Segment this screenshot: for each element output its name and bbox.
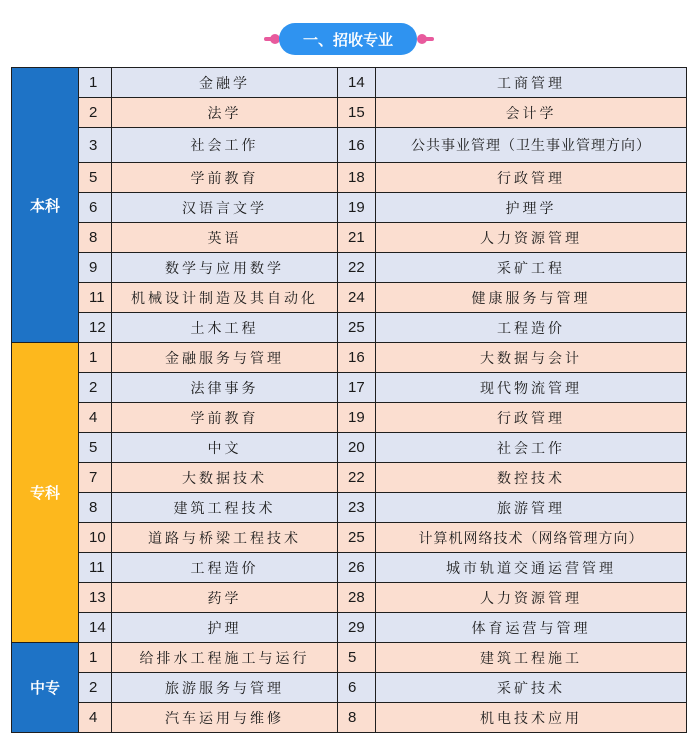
table-row: [12, 373, 687, 403]
major-name: 数控技术: [376, 463, 687, 493]
major-number: 13: [79, 583, 112, 613]
major-number: 2: [79, 673, 112, 703]
major-number: 9: [79, 253, 112, 283]
table-row: [12, 643, 687, 673]
major-number: 3: [79, 128, 112, 163]
major-number: 6: [338, 673, 376, 703]
major-name: 中文: [112, 433, 338, 463]
major-name: 采矿工程: [376, 253, 687, 283]
category-label: 专科: [12, 343, 79, 643]
table-row: [12, 98, 687, 128]
major-name: 汉语言文学: [112, 193, 338, 223]
major-number: 15: [338, 98, 376, 128]
majors-table-body: [12, 68, 687, 733]
major-name: 工程造价: [112, 553, 338, 583]
major-name: 金融学: [112, 68, 338, 98]
major-name: 机械设计制造及其自动化: [112, 283, 338, 313]
major-number: 16: [338, 343, 376, 373]
table-row: [12, 493, 687, 523]
major-name: 行政管理: [376, 163, 687, 193]
major-number: 24: [338, 283, 376, 313]
major-name: 工商管理: [376, 68, 687, 98]
table-row: [12, 313, 687, 343]
major-number: 28: [338, 583, 376, 613]
major-name: 采矿技术: [376, 673, 687, 703]
major-name: 大数据与会计: [376, 343, 687, 373]
major-number: 8: [338, 703, 376, 733]
major-name: 公共事业管理（卫生事业管理方向）: [376, 128, 687, 163]
major-name: 人力资源管理: [376, 583, 687, 613]
major-name: 建筑工程施工: [376, 643, 687, 673]
major-number: 6: [79, 193, 112, 223]
majors-table: [11, 67, 687, 733]
major-number: 20: [338, 433, 376, 463]
major-number: 26: [338, 553, 376, 583]
major-number: 12: [79, 313, 112, 343]
major-name: 会计学: [376, 98, 687, 128]
table-row: [12, 463, 687, 493]
table-row: [12, 68, 687, 98]
major-name: 汽车运用与维修: [112, 703, 338, 733]
table-row: [12, 523, 687, 553]
major-number: 17: [338, 373, 376, 403]
major-name: 建筑工程技术: [112, 493, 338, 523]
major-name: 体育运营与管理: [376, 613, 687, 643]
major-number: 21: [338, 223, 376, 253]
major-name: 机电技术应用: [376, 703, 687, 733]
major-name: 给排水工程施工与运行: [112, 643, 338, 673]
category-label: 中专: [12, 643, 79, 733]
major-name: 学前教育: [112, 403, 338, 433]
table-row: [12, 703, 687, 733]
table-row: [12, 433, 687, 463]
major-number: 19: [338, 403, 376, 433]
major-number: 2: [79, 373, 112, 403]
table-row: [12, 283, 687, 313]
major-name: 旅游管理: [376, 493, 687, 523]
major-number: 19: [338, 193, 376, 223]
major-name: 法学: [112, 98, 338, 128]
table-row: [12, 163, 687, 193]
major-number: 11: [79, 283, 112, 313]
major-number: 1: [79, 68, 112, 98]
major-name: 工程造价: [376, 313, 687, 343]
category-label: 本科: [12, 68, 79, 343]
major-name: 护理: [112, 613, 338, 643]
table-row: [12, 253, 687, 283]
major-number: 14: [338, 68, 376, 98]
major-number: 18: [338, 163, 376, 193]
major-number: 5: [79, 163, 112, 193]
major-name: 数学与应用数学: [112, 253, 338, 283]
major-name: 金融服务与管理: [112, 343, 338, 373]
major-number: 29: [338, 613, 376, 643]
table-row: [12, 128, 687, 163]
major-name: 社会工作: [376, 433, 687, 463]
major-name: 旅游服务与管理: [112, 673, 338, 703]
header-right-accent: [424, 37, 434, 41]
major-number: 5: [79, 433, 112, 463]
table-row: [12, 673, 687, 703]
major-name: 大数据技术: [112, 463, 338, 493]
section-header: [0, 0, 697, 64]
major-number: 14: [79, 613, 112, 643]
table-row: [12, 403, 687, 433]
major-number: 7: [79, 463, 112, 493]
major-number: 25: [338, 313, 376, 343]
major-number: 11: [79, 553, 112, 583]
table-row: [12, 223, 687, 253]
major-name: 城市轨道交通运营管理: [376, 553, 687, 583]
major-number: 16: [338, 128, 376, 163]
major-name: 计算机网络技术（网络管理方向）: [376, 523, 687, 553]
major-name: 行政管理: [376, 403, 687, 433]
table-row: [12, 343, 687, 373]
major-number: 25: [338, 523, 376, 553]
major-number: 5: [338, 643, 376, 673]
major-name: 护理学: [376, 193, 687, 223]
major-number: 2: [79, 98, 112, 128]
major-name: 社会工作: [112, 128, 338, 163]
major-name: 英语: [112, 223, 338, 253]
major-name: 法律事务: [112, 373, 338, 403]
section-title: 一、招收专业: [279, 23, 417, 55]
table-row: [12, 583, 687, 613]
major-number: 1: [79, 343, 112, 373]
major-name: 健康服务与管理: [376, 283, 687, 313]
major-number: 8: [79, 223, 112, 253]
major-name: 药学: [112, 583, 338, 613]
major-number: 22: [338, 463, 376, 493]
major-number: 10: [79, 523, 112, 553]
major-number: 23: [338, 493, 376, 523]
table-row: [12, 613, 687, 643]
major-name: 现代物流管理: [376, 373, 687, 403]
major-number: 1: [79, 643, 112, 673]
table-row: [12, 193, 687, 223]
major-name: 土木工程: [112, 313, 338, 343]
major-name: 道路与桥梁工程技术: [112, 523, 338, 553]
table-row: [12, 553, 687, 583]
major-number: 22: [338, 253, 376, 283]
major-name: 人力资源管理: [376, 223, 687, 253]
major-number: 4: [79, 403, 112, 433]
major-number: 8: [79, 493, 112, 523]
major-number: 4: [79, 703, 112, 733]
major-name: 学前教育: [112, 163, 338, 193]
